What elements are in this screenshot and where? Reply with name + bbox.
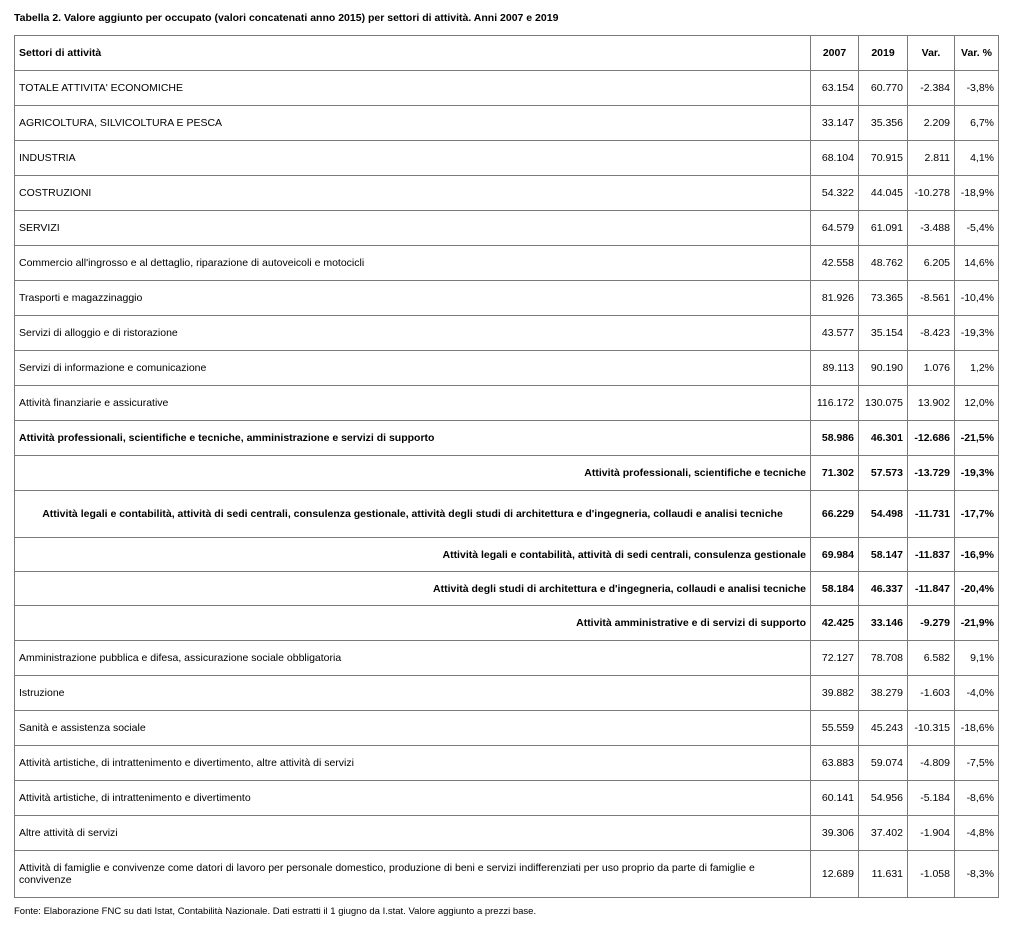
value-2019: 35.356 — [859, 106, 908, 141]
value-2007: 33.147 — [811, 106, 859, 141]
value-var: -9.279 — [908, 606, 955, 641]
value-2019: 35.154 — [859, 316, 908, 351]
row-label: Amministrazione pubblica e difesa, assicurazione sociale obbligatoria — [15, 641, 811, 676]
row-label: TOTALE ATTIVITA' ECONOMICHE — [15, 71, 811, 106]
table-row — [15, 456, 999, 491]
header-var: Var. — [908, 36, 955, 71]
row-label: Attività professionali, scientifiche e tecniche, amministrazione e servizi di supporto — [15, 421, 811, 456]
value-var: -11.731 — [908, 491, 955, 538]
value-2019: 59.074 — [859, 746, 908, 781]
value-var: -11.847 — [908, 572, 955, 606]
table-row — [15, 351, 999, 386]
table-caption: Tabella 2. Valore aggiunto per occupato (valori concatenati anno 2015) per settori di attività. Anni 2007 e 2019 — [14, 12, 559, 24]
table-row — [15, 781, 999, 816]
value-var-pct: -3,8% — [955, 71, 999, 106]
table-row — [15, 141, 999, 176]
value-2007: 63.883 — [811, 746, 859, 781]
row-label: Attività legali e contabilità, attività di sedi centrali, consulenza gestionale, attività degli studi di architettura e d'ingegneria, collaudi e analisi tecniche — [15, 491, 811, 538]
value-2019: 38.279 — [859, 676, 908, 711]
table-row — [15, 816, 999, 851]
value-var-pct: -7,5% — [955, 746, 999, 781]
row-label: Attività finanziarie e assicurative — [15, 386, 811, 421]
value-2007: 68.104 — [811, 141, 859, 176]
value-var: -12.686 — [908, 421, 955, 456]
value-2007: 42.558 — [811, 246, 859, 281]
value-2019: 37.402 — [859, 816, 908, 851]
value-2019: 46.301 — [859, 421, 908, 456]
header-2019: 2019 — [859, 36, 908, 71]
table-row — [15, 386, 999, 421]
value-2007: 71.302 — [811, 456, 859, 491]
value-2007: 43.577 — [811, 316, 859, 351]
row-label: Attività di famiglie e convivenze come datori di lavoro per personale domestico, produzione di beni e servizi indifferenziati per uso proprio da parte di famiglie e convivenze — [15, 851, 811, 898]
value-var-pct: -8,3% — [955, 851, 999, 898]
value-2019: 58.147 — [859, 538, 908, 572]
table-row — [15, 676, 999, 711]
row-label: Servizi di informazione e comunicazione — [15, 351, 811, 386]
table-row — [15, 211, 999, 246]
table-row — [15, 851, 999, 898]
value-2007: 60.141 — [811, 781, 859, 816]
value-var-pct: -18,9% — [955, 176, 999, 211]
value-2019: 73.365 — [859, 281, 908, 316]
value-2019: 54.498 — [859, 491, 908, 538]
table-row — [15, 281, 999, 316]
value-2019: 61.091 — [859, 211, 908, 246]
value-2007: 89.113 — [811, 351, 859, 386]
table-row — [15, 316, 999, 351]
source-note: Fonte: Elaborazione FNC su dati Istat, Contabilità Nazionale. Dati estratti il 1 giugno da I.stat. Valore aggiunto a prezzi base. — [14, 906, 537, 917]
value-var: -8.423 — [908, 316, 955, 351]
value-2019: 130.075 — [859, 386, 908, 421]
table-row — [15, 106, 999, 141]
value-2007: 58.986 — [811, 421, 859, 456]
value-var-pct: 4,1% — [955, 141, 999, 176]
value-2019: 54.956 — [859, 781, 908, 816]
value-var: 6.582 — [908, 641, 955, 676]
value-2007: 116.172 — [811, 386, 859, 421]
table-row — [15, 572, 999, 606]
value-2007: 64.579 — [811, 211, 859, 246]
value-2019: 60.770 — [859, 71, 908, 106]
value-var-pct: 12,0% — [955, 386, 999, 421]
value-2019: 90.190 — [859, 351, 908, 386]
value-var-pct: 14,6% — [955, 246, 999, 281]
value-2007: 54.322 — [811, 176, 859, 211]
table-row — [15, 246, 999, 281]
value-var-pct: 1,2% — [955, 351, 999, 386]
value-2007: 39.306 — [811, 816, 859, 851]
row-label: Attività professionali, scientifiche e tecniche — [15, 456, 811, 491]
value-2019: 78.708 — [859, 641, 908, 676]
value-var-pct: -17,7% — [955, 491, 999, 538]
value-var: -11.837 — [908, 538, 955, 572]
row-label: Commercio all'ingrosso e al dettaglio, riparazione di autoveicoli e motocicli — [15, 246, 811, 281]
value-var: -1.603 — [908, 676, 955, 711]
value-2019: 33.146 — [859, 606, 908, 641]
value-var-pct: -16,9% — [955, 538, 999, 572]
table-row — [15, 746, 999, 781]
table-row — [15, 491, 999, 538]
row-label: SERVIZI — [15, 211, 811, 246]
row-label: COSTRUZIONI — [15, 176, 811, 211]
row-label: INDUSTRIA — [15, 141, 811, 176]
value-2007: 66.229 — [811, 491, 859, 538]
row-label: Sanità e assistenza sociale — [15, 711, 811, 746]
value-var: -1.904 — [908, 816, 955, 851]
value-var-pct: -4,0% — [955, 676, 999, 711]
value-2007: 55.559 — [811, 711, 859, 746]
value-2007: 58.184 — [811, 572, 859, 606]
value-var-pct: -8,6% — [955, 781, 999, 816]
value-var-pct: -5,4% — [955, 211, 999, 246]
data-table — [14, 35, 999, 898]
row-label: Attività artistiche, di intrattenimento e divertimento — [15, 781, 811, 816]
value-var: -10.315 — [908, 711, 955, 746]
value-var: 2.811 — [908, 141, 955, 176]
header-2007: 2007 — [811, 36, 859, 71]
value-var: -10.278 — [908, 176, 955, 211]
value-2019: 11.631 — [859, 851, 908, 898]
value-var: 1.076 — [908, 351, 955, 386]
value-2007: 81.926 — [811, 281, 859, 316]
header-sector: Settori di attività — [15, 36, 811, 71]
value-var-pct: -4,8% — [955, 816, 999, 851]
row-label: Istruzione — [15, 676, 811, 711]
value-var: -2.384 — [908, 71, 955, 106]
value-var: -8.561 — [908, 281, 955, 316]
value-var-pct: -20,4% — [955, 572, 999, 606]
row-label: Attività degli studi di architettura e d'ingegneria, collaudi e analisi tecniche — [15, 572, 811, 606]
table-row — [15, 538, 999, 572]
table-row — [15, 176, 999, 211]
row-label: Attività legali e contabilità, attività di sedi centrali, consulenza gestionale — [15, 538, 811, 572]
value-var: 13.902 — [908, 386, 955, 421]
header-var-pct: Var. % — [955, 36, 999, 71]
row-label: Trasporti e magazzinaggio — [15, 281, 811, 316]
row-label: Altre attività di servizi — [15, 816, 811, 851]
table-row — [15, 641, 999, 676]
table-row — [15, 71, 999, 106]
row-label: AGRICOLTURA, SILVICOLTURA E PESCA — [15, 106, 811, 141]
value-var-pct: -18,6% — [955, 711, 999, 746]
row-label: Servizi di alloggio e di ristorazione — [15, 316, 811, 351]
value-2019: 46.337 — [859, 572, 908, 606]
value-2007: 39.882 — [811, 676, 859, 711]
value-var: -3.488 — [908, 211, 955, 246]
value-var-pct: 6,7% — [955, 106, 999, 141]
value-2019: 57.573 — [859, 456, 908, 491]
row-label: Attività amministrative e di servizi di supporto — [15, 606, 811, 641]
value-var: 2.209 — [908, 106, 955, 141]
value-var: -5.184 — [908, 781, 955, 816]
value-var-pct: -10,4% — [955, 281, 999, 316]
value-var: -1.058 — [908, 851, 955, 898]
value-2007: 12.689 — [811, 851, 859, 898]
value-2007: 72.127 — [811, 641, 859, 676]
value-var-pct: -19,3% — [955, 456, 999, 491]
value-var: 6.205 — [908, 246, 955, 281]
table-row — [15, 606, 999, 641]
header-row — [15, 36, 999, 71]
value-2019: 70.915 — [859, 141, 908, 176]
value-2007: 63.154 — [811, 71, 859, 106]
value-2007: 69.984 — [811, 538, 859, 572]
value-2007: 42.425 — [811, 606, 859, 641]
table-row — [15, 421, 999, 456]
value-var-pct: -19,3% — [955, 316, 999, 351]
value-2019: 48.762 — [859, 246, 908, 281]
row-label: Attività artistiche, di intrattenimento e divertimento, altre attività di servizi — [15, 746, 811, 781]
value-2019: 44.045 — [859, 176, 908, 211]
value-var: -13.729 — [908, 456, 955, 491]
table-row — [15, 711, 999, 746]
value-2019: 45.243 — [859, 711, 908, 746]
value-var-pct: -21,9% — [955, 606, 999, 641]
value-var: -4.809 — [908, 746, 955, 781]
value-var-pct: -21,5% — [955, 421, 999, 456]
value-var-pct: 9,1% — [955, 641, 999, 676]
